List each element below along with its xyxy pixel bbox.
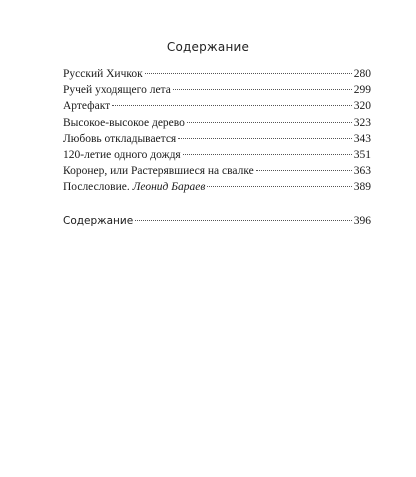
toc-entry-afterword[interactable] [63, 179, 371, 195]
page-heading: Содержание [166, 40, 250, 54]
toc-contents-list [63, 213, 371, 229]
toc-entry-page: 280 [353, 68, 371, 80]
toc-entry-title: Содержание [63, 215, 134, 227]
toc-entry-page: 343 [353, 132, 371, 145]
afterword-title: Послесловие. [63, 181, 130, 193]
toc-entry[interactable] [63, 115, 371, 131]
toc-entry[interactable] [63, 131, 371, 147]
toc-entry-title: Высокое-высокое дерево [63, 116, 185, 129]
toc-list [63, 66, 371, 179]
dot-leader [183, 154, 352, 155]
toc-entry[interactable] [63, 82, 371, 98]
toc-entry[interactable] [63, 163, 371, 179]
toc-entry[interactable] [63, 147, 371, 163]
dot-leader [187, 122, 352, 123]
toc-entry-page: 299 [353, 84, 371, 97]
toc-entry-title: Любовь откладывается [63, 132, 177, 145]
toc-entry-page: 363 [353, 165, 371, 178]
dot-leader [173, 89, 352, 90]
toc-entry-title: Ручей уходящего лета [63, 84, 171, 97]
toc-entry-contents[interactable] [63, 213, 371, 229]
toc-entry-title: 120-летие одного дождя [63, 148, 181, 161]
dot-leader [112, 105, 352, 106]
dot-leader [256, 170, 352, 171]
toc-entry[interactable] [63, 98, 371, 114]
dot-leader [207, 186, 351, 187]
toc-entry-page: 389 [353, 181, 371, 193]
dot-leader [178, 138, 352, 139]
toc-entry-page: 320 [353, 100, 371, 113]
toc-entry-page: 396 [353, 215, 371, 227]
toc-entry-title: Русский Хичкок [63, 68, 143, 80]
toc-afterword-list [63, 179, 371, 195]
toc-entry-page: 323 [353, 116, 371, 129]
afterword-author: Леонид Бараев [132, 181, 206, 193]
toc-entry-title [63, 179, 205, 195]
dot-leader [145, 73, 352, 74]
dot-leader [135, 220, 352, 221]
toc-entry-page: 351 [353, 148, 371, 161]
toc-entry-title: Артефакт [63, 100, 111, 113]
toc-entry[interactable] [63, 66, 371, 82]
toc-entry-title: Коронер, или Растерявшиеся на свалке [63, 165, 254, 178]
